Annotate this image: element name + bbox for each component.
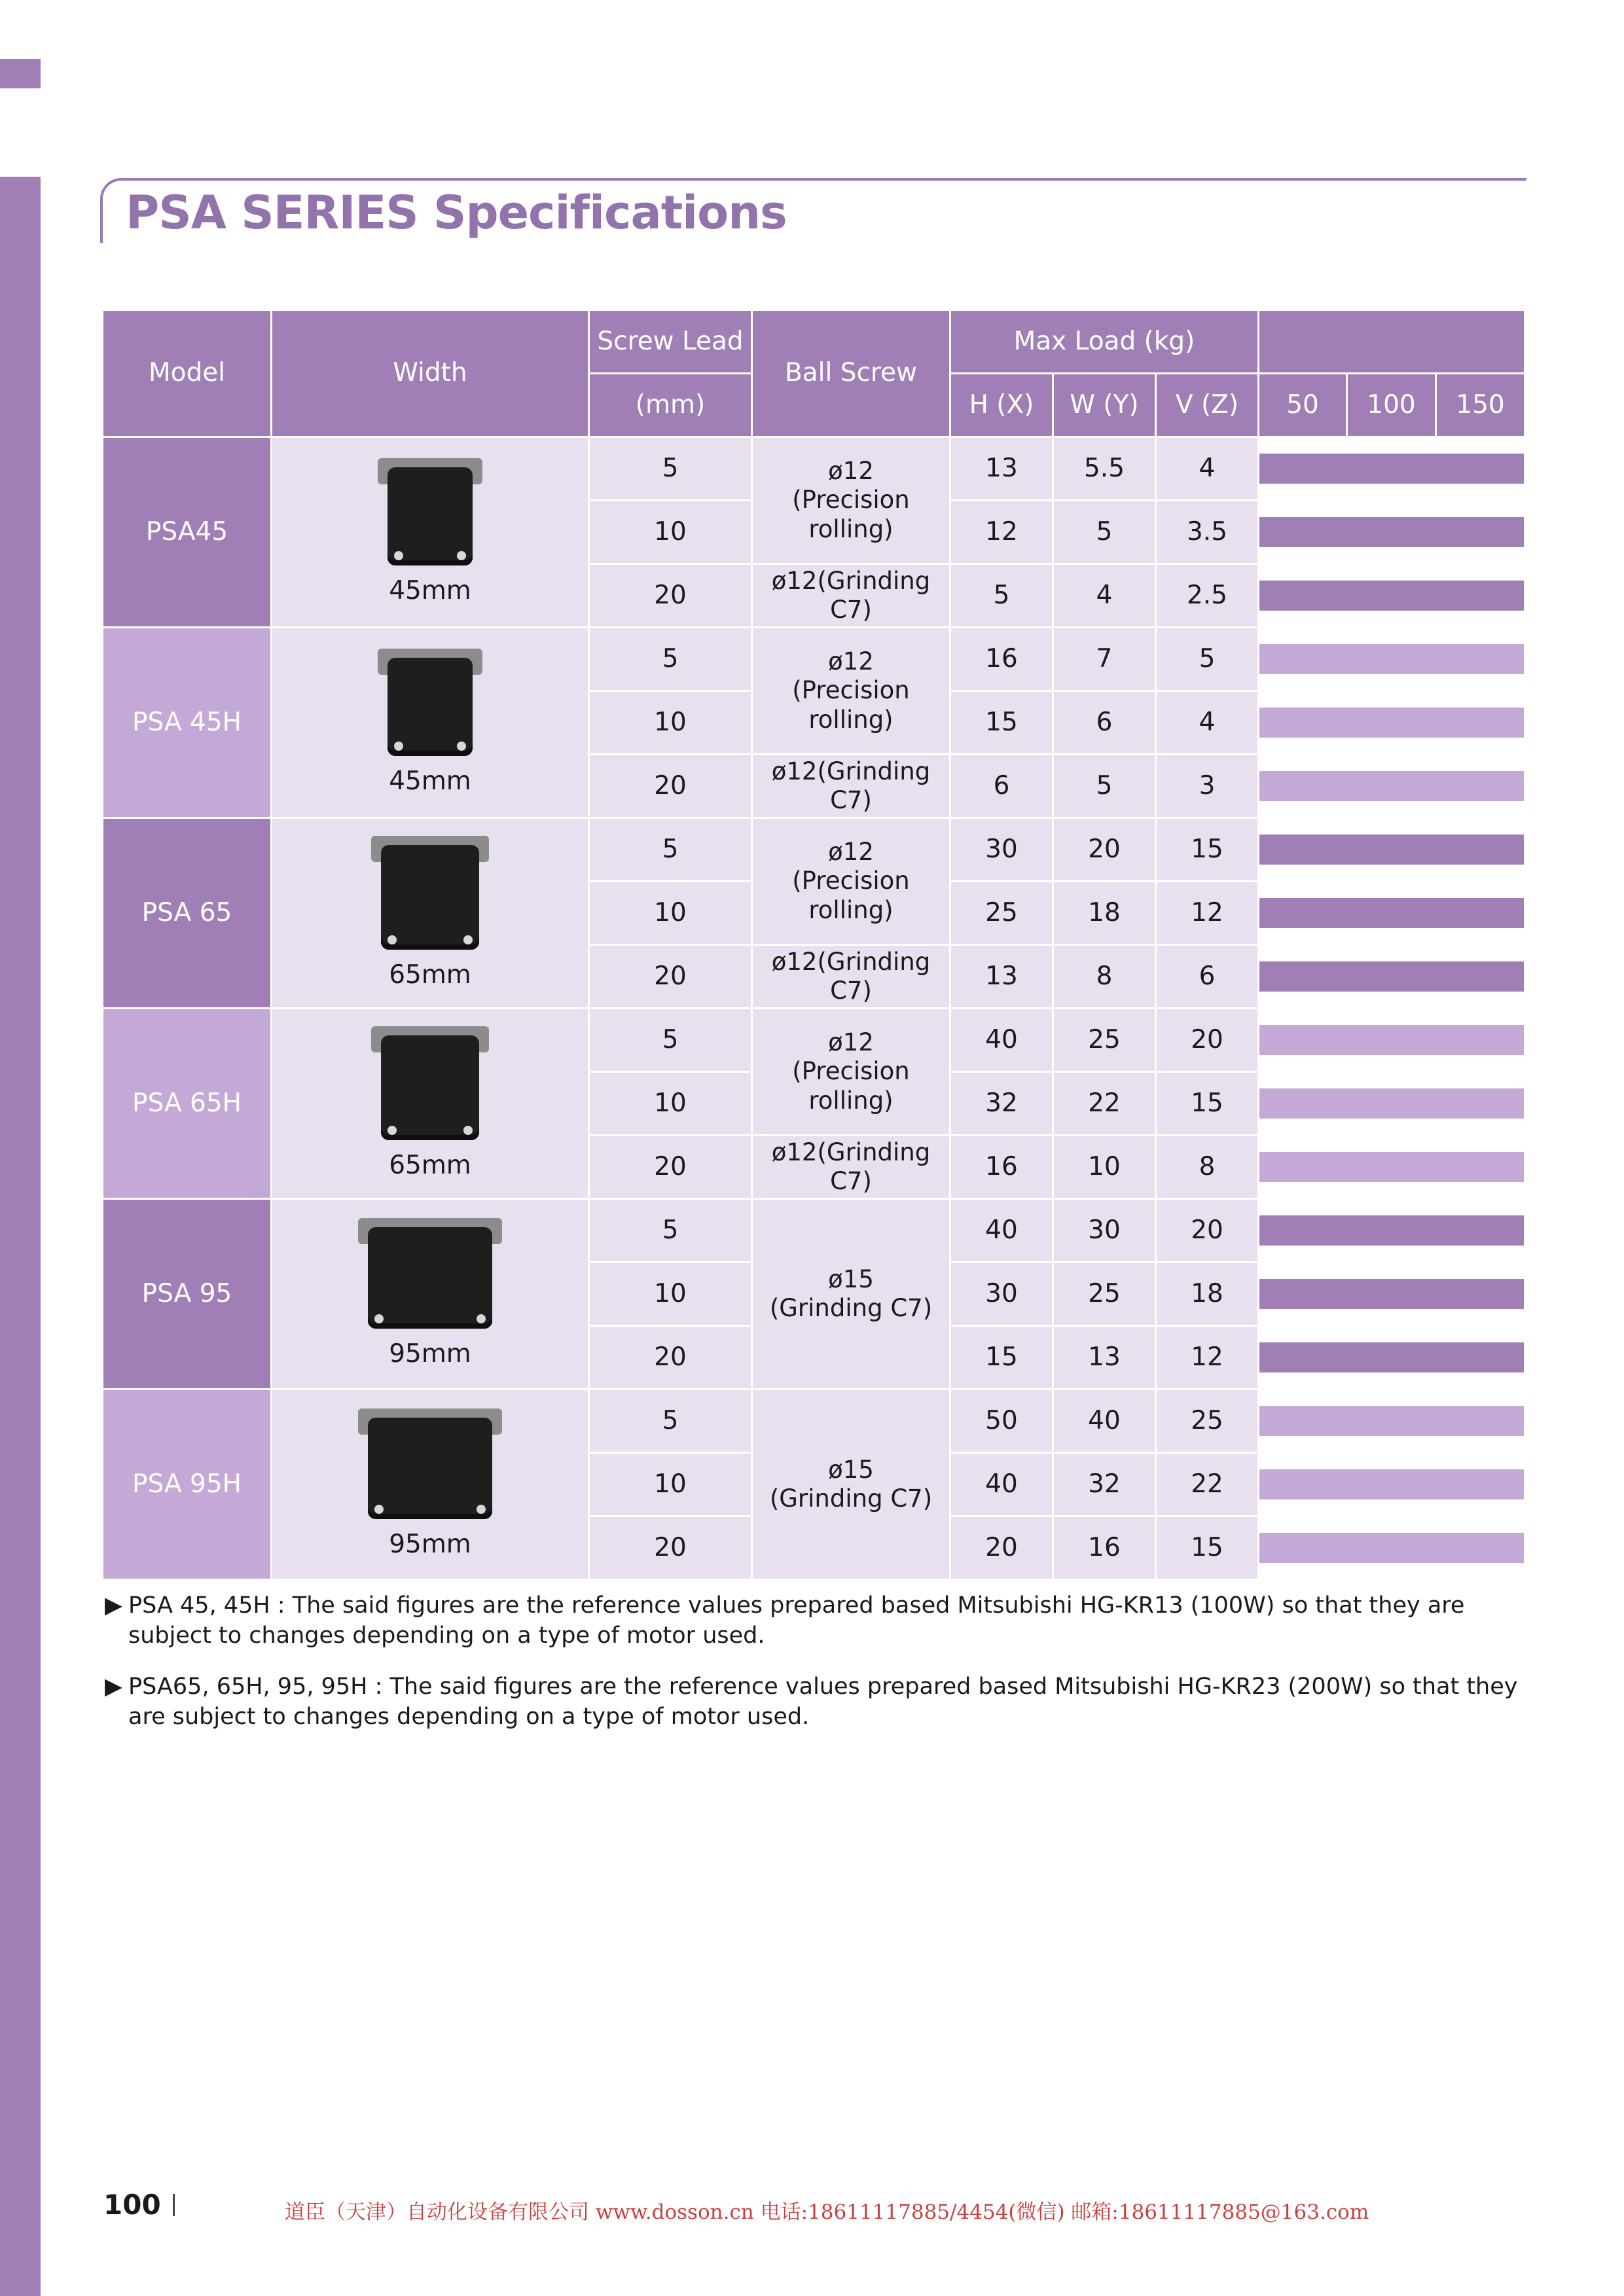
load-bar-cell: [1259, 628, 1525, 691]
load-bar-track: [1259, 1279, 1524, 1309]
load-bar-track: [1259, 1406, 1524, 1436]
max-load-w: 6: [1053, 691, 1156, 755]
screw-lead-value: 10: [589, 1263, 752, 1326]
screw-lead-value: 10: [589, 501, 752, 564]
load-bar-track: [1259, 454, 1524, 484]
ball-screw-cell: [752, 1009, 950, 1136]
model-name: PSA45: [103, 437, 272, 628]
ball-screw-cell: [752, 1390, 950, 1580]
screw-lead-value: 20: [589, 755, 752, 818]
load-bar-fill: [1259, 1342, 1524, 1372]
max-load-v: 15: [1156, 1072, 1259, 1136]
load-bar-fill: [1259, 771, 1524, 801]
max-load-w: 16: [1053, 1516, 1156, 1580]
notes: [105, 1590, 1519, 1753]
table-row: [103, 437, 1525, 501]
max-load-w: 5: [1053, 755, 1156, 818]
actuator-image: [371, 649, 489, 760]
ball-screw-type: (Grinding C7): [769, 1294, 933, 1322]
actuator-body: [381, 845, 479, 950]
ball-screw-cell: ø12(Grinding C7): [752, 945, 950, 1009]
load-bar-cell: [1259, 1136, 1525, 1199]
max-load-w: 32: [1053, 1453, 1156, 1516]
page-number: 100: [103, 2189, 161, 2221]
load-bar-fill: [1259, 454, 1524, 484]
header-width: Width: [272, 310, 589, 437]
screw-lead-value: 20: [589, 564, 752, 628]
header-screw-lead: Screw Lead: [589, 310, 752, 374]
load-bar-cell: [1259, 1453, 1525, 1516]
load-bar-fill: [1259, 1152, 1524, 1182]
header-w: W (Y): [1053, 374, 1156, 437]
max-load-w: 5.5: [1053, 437, 1156, 501]
load-bar-fill: [1259, 1025, 1524, 1055]
max-load-w: 10: [1053, 1136, 1156, 1199]
screw-dot-icon: [388, 1126, 397, 1135]
load-bar-cell: [1259, 691, 1525, 755]
ball-screw-cell: ø12(Grinding C7): [752, 1136, 950, 1199]
actuator-body: [388, 467, 473, 565]
actuator-image: [352, 1218, 509, 1333]
ball-screw-cell: [752, 818, 950, 945]
load-bar-track: [1259, 581, 1524, 611]
screw-lead-value: 20: [589, 1516, 752, 1580]
load-bar-track: [1259, 644, 1524, 674]
max-load-v: 4: [1156, 691, 1259, 755]
max-load-h: 50: [950, 1390, 1053, 1453]
load-bar-cell: [1259, 1390, 1525, 1453]
width-label: 65mm: [389, 960, 471, 990]
screw-lead-value: 10: [589, 1453, 752, 1516]
note-text: PSA65, 65H, 95, 95H : The said figures are the reference values prepared based Mitsubishi HG-KR23 (200W) so that they are subject to changes depending on a type of motor used.: [128, 1674, 1518, 1730]
model-name: PSA 95H: [103, 1390, 272, 1580]
load-bar-track: [1259, 898, 1524, 928]
load-bar-cell: [1259, 1326, 1525, 1390]
ball-screw-diameter: ø15: [828, 1265, 874, 1293]
ball-screw-diameter: ø15: [828, 1455, 874, 1484]
screw-lead-value: 20: [589, 1326, 752, 1390]
load-bar-cell: [1259, 1516, 1525, 1580]
header-h: H (X): [950, 374, 1053, 437]
load-bar-cell: [1259, 564, 1525, 628]
load-bar-cell: [1259, 945, 1525, 1009]
triangle-bullet-icon: ▶: [105, 1592, 122, 1619]
triangle-bullet-icon: ▶: [105, 1674, 122, 1700]
screw-lead-value: 5: [589, 1009, 752, 1072]
header-v: V (Z): [1156, 374, 1259, 437]
max-load-h: 6: [950, 755, 1053, 818]
max-load-h: 30: [950, 1263, 1053, 1326]
ball-screw-diameter: ø12: [828, 456, 874, 485]
screw-dot-icon: [394, 551, 403, 560]
max-load-v: 2.5: [1156, 564, 1259, 628]
corner-tab: [0, 59, 41, 88]
load-bar-cell: [1259, 755, 1525, 818]
actuator-body: [388, 658, 473, 756]
screw-lead-value: 5: [589, 628, 752, 691]
width-label: 45mm: [389, 575, 471, 605]
max-load-h: 16: [950, 628, 1053, 691]
load-bar-track: [1259, 708, 1524, 738]
load-bar-fill: [1259, 1533, 1524, 1563]
max-load-h: 15: [950, 691, 1053, 755]
ball-screw-type: (Grinding C7): [769, 1484, 933, 1513]
width-label: 95mm: [389, 1339, 471, 1369]
max-load-w: 18: [1053, 882, 1156, 945]
table-row: [103, 1199, 1525, 1263]
ball-screw-cell: [752, 628, 950, 755]
load-bar-fill: [1259, 708, 1524, 738]
header-scale-150: 150: [1436, 374, 1525, 437]
note-text: PSA 45, 45H : The said figures are the reference values prepared based Mitsubishi HG-KR13 (100W) so that they are subject to changes depending on a type of motor used.: [128, 1592, 1465, 1649]
model-name: PSA 45H: [103, 628, 272, 818]
note-item: [105, 1590, 1519, 1651]
table-row: [103, 628, 1525, 691]
model-name: PSA 65H: [103, 1009, 272, 1199]
load-bar-fill: [1259, 961, 1524, 992]
screw-lead-value: 5: [589, 437, 752, 501]
max-load-v: 3: [1156, 755, 1259, 818]
max-load-h: 15: [950, 1326, 1053, 1390]
screw-lead-value: 20: [589, 1136, 752, 1199]
screw-lead-value: 5: [589, 1390, 752, 1453]
max-load-w: 20: [1053, 818, 1156, 882]
max-load-h: 5: [950, 564, 1053, 628]
ball-screw-type: (Precision rolling): [792, 867, 910, 924]
screw-dot-icon: [374, 1314, 384, 1323]
load-bar-fill: [1259, 581, 1524, 611]
actuator-image: [352, 1408, 509, 1523]
max-load-v: 20: [1156, 1009, 1259, 1072]
load-bar-track: [1259, 1342, 1524, 1372]
load-bar-fill: [1259, 517, 1524, 547]
load-bar-fill: [1259, 898, 1524, 928]
spec-table-body: [103, 437, 1525, 1580]
load-bar-track: [1259, 834, 1524, 865]
load-bar-fill: [1259, 1088, 1524, 1119]
table-row: [103, 1009, 1525, 1072]
max-load-h: 40: [950, 1453, 1053, 1516]
max-load-v: 25: [1156, 1390, 1259, 1453]
width-cell: [272, 437, 589, 628]
ball-screw-diameter: ø12: [828, 647, 874, 675]
load-bar-cell: [1259, 1199, 1525, 1263]
ball-screw-cell: ø12(Grinding C7): [752, 564, 950, 628]
load-bar-track: [1259, 1533, 1524, 1563]
load-bar-cell: [1259, 1009, 1525, 1072]
actuator-body: [368, 1227, 492, 1329]
load-bar-cell: [1259, 437, 1525, 501]
max-load-w: 25: [1053, 1009, 1156, 1072]
max-load-v: 22: [1156, 1453, 1259, 1516]
screw-dot-icon: [457, 551, 466, 560]
width-cell: [272, 1009, 589, 1199]
width-label: 95mm: [389, 1530, 471, 1560]
page-number-divider: [173, 2194, 175, 2216]
max-load-v: 6: [1156, 945, 1259, 1009]
footer-contact: 道臣（天津）自动化设备有限公司 www.dosson.cn 电话:18611117885/4454(微信) 邮箱:18611117885@163.com: [285, 2200, 1369, 2224]
max-load-h: 40: [950, 1009, 1053, 1072]
max-load-w: 13: [1053, 1326, 1156, 1390]
screw-dot-icon: [374, 1505, 384, 1514]
load-bar-fill: [1259, 1406, 1524, 1436]
screw-dot-icon: [463, 1126, 473, 1135]
max-load-v: 8: [1156, 1136, 1259, 1199]
load-bar-cell: [1259, 501, 1525, 564]
header-screw-lead-unit: (mm): [589, 374, 752, 437]
max-load-h: 13: [950, 437, 1053, 501]
width-label: 45mm: [389, 766, 471, 796]
load-bar-fill: [1259, 644, 1524, 674]
actuator-image: [365, 836, 496, 954]
ball-screw-type: (Precision rolling): [792, 1057, 910, 1115]
load-bar-cell: [1259, 1263, 1525, 1326]
max-load-h: 32: [950, 1072, 1053, 1136]
max-load-w: 30: [1053, 1199, 1156, 1263]
max-load-w: 22: [1053, 1072, 1156, 1136]
max-load-h: 13: [950, 945, 1053, 1009]
actuator-body: [381, 1035, 479, 1140]
max-load-w: 40: [1053, 1390, 1156, 1453]
screw-dot-icon: [388, 935, 397, 944]
max-load-h: 20: [950, 1516, 1053, 1580]
side-bar: [0, 177, 41, 2296]
max-load-h: 16: [950, 1136, 1053, 1199]
max-load-v: 12: [1156, 882, 1259, 945]
max-load-w: 25: [1053, 1263, 1156, 1326]
max-load-v: 12: [1156, 1326, 1259, 1390]
load-bar-track: [1259, 1025, 1524, 1055]
table-row: [103, 818, 1525, 882]
screw-lead-value: 10: [589, 691, 752, 755]
max-load-v: 3.5: [1156, 501, 1259, 564]
screw-lead-value: 5: [589, 1199, 752, 1263]
load-bar-track: [1259, 771, 1524, 801]
screw-lead-value: 5: [589, 818, 752, 882]
header-ball-screw: Ball Screw: [752, 310, 950, 437]
max-load-h: 12: [950, 501, 1053, 564]
table-row: [103, 1390, 1525, 1453]
load-bar-fill: [1259, 1215, 1524, 1246]
screw-lead-value: 20: [589, 945, 752, 1009]
screw-dot-icon: [394, 742, 403, 751]
ball-screw-type: (Precision rolling): [792, 676, 910, 734]
load-bar-fill: [1259, 834, 1524, 865]
screw-dot-icon: [457, 742, 466, 751]
load-bar-track: [1259, 1152, 1524, 1182]
page-title: PSA SERIES Specifications: [126, 186, 787, 240]
actuator-body: [368, 1418, 492, 1519]
max-load-w: 5: [1053, 501, 1156, 564]
note-item: [105, 1672, 1519, 1732]
model-name: PSA 65: [103, 818, 272, 1009]
model-name: PSA 95: [103, 1199, 272, 1390]
load-bar-track: [1259, 961, 1524, 992]
max-load-w: 4: [1053, 564, 1156, 628]
load-bar-track: [1259, 1215, 1524, 1246]
actuator-image: [371, 458, 489, 569]
spec-table: [101, 309, 1526, 1581]
max-load-v: 15: [1156, 1516, 1259, 1580]
load-bar-cell: [1259, 1072, 1525, 1136]
width-cell: [272, 818, 589, 1009]
screw-lead-value: 10: [589, 1072, 752, 1136]
ball-screw-cell: ø12(Grinding C7): [752, 755, 950, 818]
header-scale-blank: [1259, 310, 1525, 374]
header-model: Model: [103, 310, 272, 437]
width-label: 65mm: [389, 1150, 471, 1180]
load-bar-cell: [1259, 882, 1525, 945]
max-load-h: 40: [950, 1199, 1053, 1263]
width-cell: [272, 1390, 589, 1580]
max-load-h: 30: [950, 818, 1053, 882]
width-cell: [272, 1199, 589, 1390]
ball-screw-diameter: ø12: [828, 837, 874, 866]
ball-screw-cell: [752, 437, 950, 564]
max-load-v: 4: [1156, 437, 1259, 501]
load-bar-fill: [1259, 1469, 1524, 1499]
max-load-v: 5: [1156, 628, 1259, 691]
max-load-v: 18: [1156, 1263, 1259, 1326]
load-bar-track: [1259, 1469, 1524, 1499]
load-bar-track: [1259, 517, 1524, 547]
load-bar-fill: [1259, 1279, 1524, 1309]
load-bar-cell: [1259, 818, 1525, 882]
screw-dot-icon: [463, 935, 473, 944]
ball-screw-diameter: ø12: [828, 1028, 874, 1056]
screw-dot-icon: [477, 1314, 486, 1323]
header-scale-50: 50: [1259, 374, 1347, 437]
load-bar-track: [1259, 1088, 1524, 1119]
max-load-v: 20: [1156, 1199, 1259, 1263]
screw-lead-value: 10: [589, 882, 752, 945]
max-load-w: 8: [1053, 945, 1156, 1009]
max-load-v: 15: [1156, 818, 1259, 882]
header-scale-100: 100: [1347, 374, 1436, 437]
max-load-h: 25: [950, 882, 1053, 945]
header-max-load: Max Load (kg): [950, 310, 1259, 374]
width-cell: [272, 628, 589, 818]
screw-dot-icon: [477, 1505, 486, 1514]
ball-screw-type: (Precision rolling): [792, 486, 910, 543]
max-load-w: 7: [1053, 628, 1156, 691]
ball-screw-cell: [752, 1199, 950, 1390]
actuator-image: [365, 1026, 496, 1144]
